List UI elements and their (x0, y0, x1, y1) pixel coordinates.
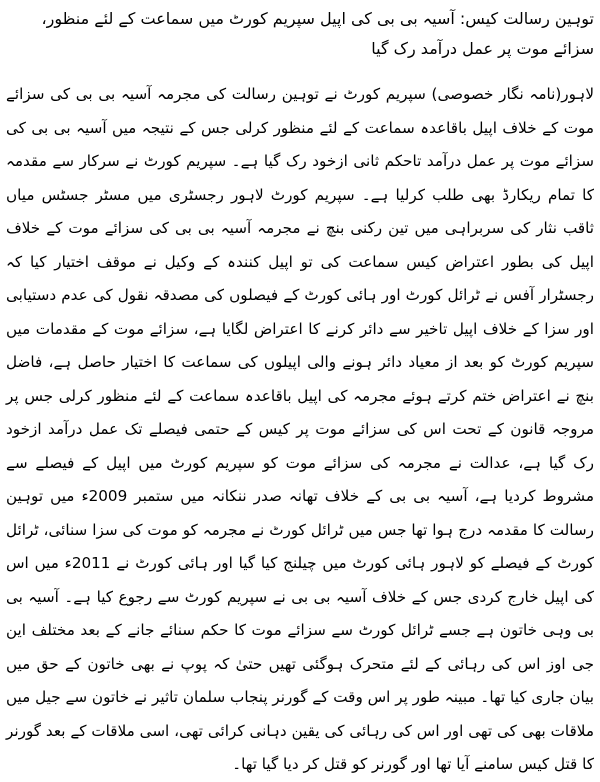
article-headline: توہین رسالت کیس: آسیہ بی بی کی اپیل سپریم کورٹ میں سماعت کے لئے منظور، سزائے موت پر عمل درآمد رک گیا (41, 9, 594, 58)
article-body: لاہور(نامہ نگار خصوصی) سپریم کورٹ نے توہین رسالت کی مجرمہ آسیہ بی بی کی سزائے موت کے خلاف اپیل باقاعدہ سماعت کے لئے منظور کرلی جس کے نتیجہ میں آسیہ بی بی کی سزائے موت پر عمل درآمد تاحکم ثانی ازخود رک گیا ہے۔ سپریم کورٹ نے سرکار سے مقدمہ کا تمام ریکارڈ بھی طلب کرلیا ہے۔ سپریم کورٹ لاہور رجسٹری میں مسٹر جسٹس میاں ثاقب نثار کی سربراہی میں تین رکنی بنچ نے مجرمہ آسیہ بی بی کی سزائے موت کے خلاف اپیل کی بطور اعتراض کیس سماعت کی تو اپیل کنندہ کے وکیل نے موقف اختیار کیا کہ رجسٹرار آفس نے ٹرائل کورٹ اور ہائی کورٹ کے فیصلوں کی مصدقہ نقول کی عدم دستیابی اور سزا کے خلاف اپیل تاخیر سے دائر کرنے کا اعتراض لگایا ہے، سزائے موت کے مقدمات میں سپریم کورٹ کو بعد از معیاد دائر ہونے والی اپیلوں کی سماعت کا اختیار حاصل ہے، فاضل بنچ نے اعتراض ختم کرتے ہوئے مجرمہ کی اپیل باقاعدہ سماعت کے لئے منظور کرلی جس پر مروجہ قانون کے تحت اس کی سزائے موت پر کیس کے حتمی فیصلے تک عمل درآمد ازخود رک گیا ہے، عدالت نے مجرمہ کی سزائے موت کو سپریم کورٹ میں اپیل کے فیصلے سے مشروط کردیا ہے، آسیہ بی بی کے خلاف تھانہ صدر ننکانہ میں ستمبر 2009ء میں توہین رسالت کا مقدمہ درج ہوا تھا جس میں ٹرائل کورٹ نے مجرمہ کو موت کی سزا سنائی، ٹرائل کورٹ کے فیصلے کو لاہور ہائی کورٹ میں چیلنج کیا گیا اور ہائی کورٹ نے 2011ء میں اس کی اپیل خارج کردی جس کے خلاف آسیہ بی بی نے سپریم کورٹ سے رجوع کیا ہے۔ آسیہ بی بی وہی خاتون ہے جسے ٹرائل کورٹ سے سزائے موت کا حکم سنائے جانے کے بعد مختلف این جی اوز اس کی رہائی کے لئے متحرک ہوگئی تھیں حتیٰ کہ پوپ نے بھی خاتون کے حق میں بیان جاری کیا تھا۔ مبینہ طور پر اس وقت کے گورنر پنجاب سلمان تاثیر نے خاتون سے جیل میں ملاقات بھی کی تھی اور اس کی رہائی کی یقین دہانی کرائی تھی، اسی ملاقات کے بعد گورنر کا قتل کیس سامنے آیا تھا اور گورنر کو قتل کر دیا گیا تھا۔ (6, 85, 595, 773)
